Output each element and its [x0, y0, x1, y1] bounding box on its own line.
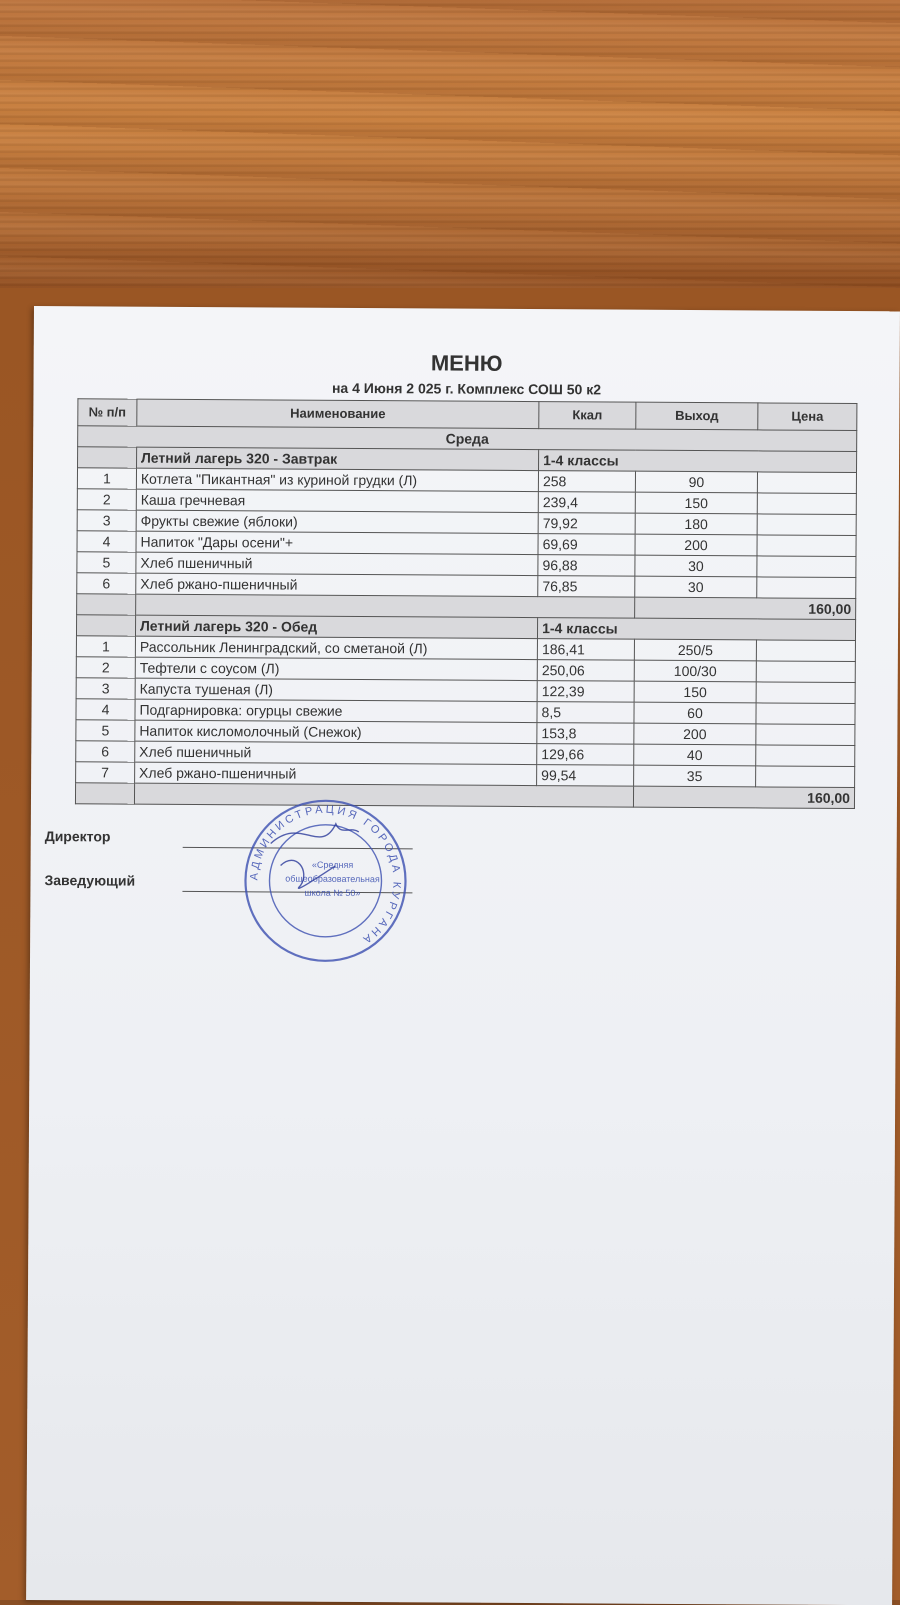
item-name: Напиток кисломолочный (Снежок) [135, 720, 537, 743]
section-total: 160,00 [633, 786, 854, 808]
head-label: Заведующий [44, 872, 136, 889]
item-output: 200 [634, 723, 756, 745]
item-output: 90 [635, 471, 757, 493]
menu-table [75, 398, 857, 809]
section-grades: 1-4 классы [539, 450, 857, 473]
item-price [757, 556, 856, 578]
item-kcal: 258 [538, 471, 635, 493]
item-num: 6 [77, 573, 136, 594]
item-output: 150 [634, 681, 756, 703]
menu-sheet [26, 306, 900, 1605]
item-name: Хлеб ржано-пшеничный [135, 762, 537, 785]
item-price [756, 724, 855, 746]
item-price [757, 577, 856, 599]
section-name: Летний лагерь 320 - Завтрак [136, 447, 538, 470]
item-name: Напиток "Дары осени"+ [136, 531, 538, 554]
item-name: Тефтели с соусом (Л) [135, 657, 537, 680]
item-name: Хлеб пшеничный [135, 741, 537, 764]
item-output: 100/30 [634, 660, 756, 682]
item-price [756, 703, 855, 725]
section-name: Летний лагерь 320 - Обед [135, 615, 537, 638]
item-num: 1 [76, 636, 135, 657]
total-row-lunch [75, 783, 854, 809]
item-kcal: 186,41 [537, 639, 634, 661]
stamp-center-line-2: общеобразовательная [285, 873, 380, 885]
item-price [756, 640, 855, 662]
section-total: 160,00 [635, 597, 856, 619]
item-price [756, 682, 855, 704]
item-num: 1 [77, 468, 136, 489]
item-price [756, 745, 855, 767]
item-price [757, 472, 856, 494]
item-num: 5 [76, 720, 135, 741]
day-label: Среда [78, 426, 857, 452]
item-num: 3 [77, 510, 136, 531]
item-num: 2 [76, 657, 135, 678]
item-kcal: 129,66 [537, 744, 634, 766]
item-kcal: 239,4 [538, 492, 635, 514]
stamp-center-line-1: «Средняя [311, 859, 354, 870]
item-output: 180 [635, 513, 757, 535]
item-name: Котлета "Пикантная" из куриной грудки (Л) [136, 468, 538, 491]
item-output: 60 [634, 702, 756, 724]
item-output: 200 [635, 534, 757, 556]
header-price: Цена [758, 403, 857, 431]
item-name: Рассольник Ленинградский, со сметаной (Л) [135, 636, 537, 659]
item-name: Капуста тушеная (Л) [135, 678, 537, 701]
item-name: Хлеб ржано-пшеничный [136, 573, 538, 596]
item-output: 40 [634, 744, 756, 766]
item-price [756, 766, 855, 788]
item-output: 150 [635, 492, 757, 514]
header-num: № п/п [78, 399, 137, 426]
header-output: Выход [636, 402, 758, 430]
wooden-table-background [0, 0, 900, 300]
item-name: Хлеб пшеничный [136, 552, 538, 575]
item-name: Каша гречневая [136, 489, 538, 512]
item-price [757, 514, 856, 536]
item-num: 5 [77, 552, 136, 573]
header-name: Наименование [137, 399, 539, 428]
item-num: 4 [77, 531, 136, 552]
stamp-center-line-3: школа № 50» [304, 887, 361, 899]
item-output: 35 [633, 765, 755, 787]
item-output: 30 [635, 555, 757, 577]
item-output: 30 [635, 576, 757, 598]
official-stamp [240, 795, 411, 966]
item-price [756, 661, 855, 683]
item-price [757, 493, 856, 515]
director-label: Директор [44, 828, 111, 845]
item-num: 3 [76, 678, 135, 699]
item-kcal: 69,69 [538, 534, 635, 556]
item-kcal: 76,85 [538, 576, 635, 598]
item-output: 250/5 [634, 639, 756, 661]
document-title: МЕНЮ [430, 350, 503, 376]
item-num: 2 [77, 489, 136, 510]
item-num: 7 [76, 762, 135, 783]
item-name: Фрукты свежие (яблоки) [136, 510, 538, 533]
item-name: Подгарнировка: огурцы свежие [135, 699, 537, 722]
document-subtitle: на 4 Июня 2 025 г. Комплекс СОШ 50 к2 [331, 379, 602, 398]
section-grades: 1-4 классы [538, 618, 856, 641]
item-kcal: 122,39 [537, 681, 634, 703]
stamp-outer-text: АДМИНИСТРАЦИЯ ГОРОДА КУРГАНА [248, 803, 403, 947]
item-num: 4 [76, 699, 135, 720]
item-num: 6 [76, 741, 135, 762]
item-kcal: 250,06 [537, 660, 634, 682]
header-kcal: Ккал [539, 402, 636, 430]
item-kcal: 153,8 [537, 723, 634, 745]
item-kcal: 96,88 [538, 555, 635, 577]
item-price [757, 535, 856, 557]
item-kcal: 99,54 [537, 765, 634, 787]
item-kcal: 79,92 [538, 513, 635, 535]
item-kcal: 8,5 [537, 702, 634, 724]
